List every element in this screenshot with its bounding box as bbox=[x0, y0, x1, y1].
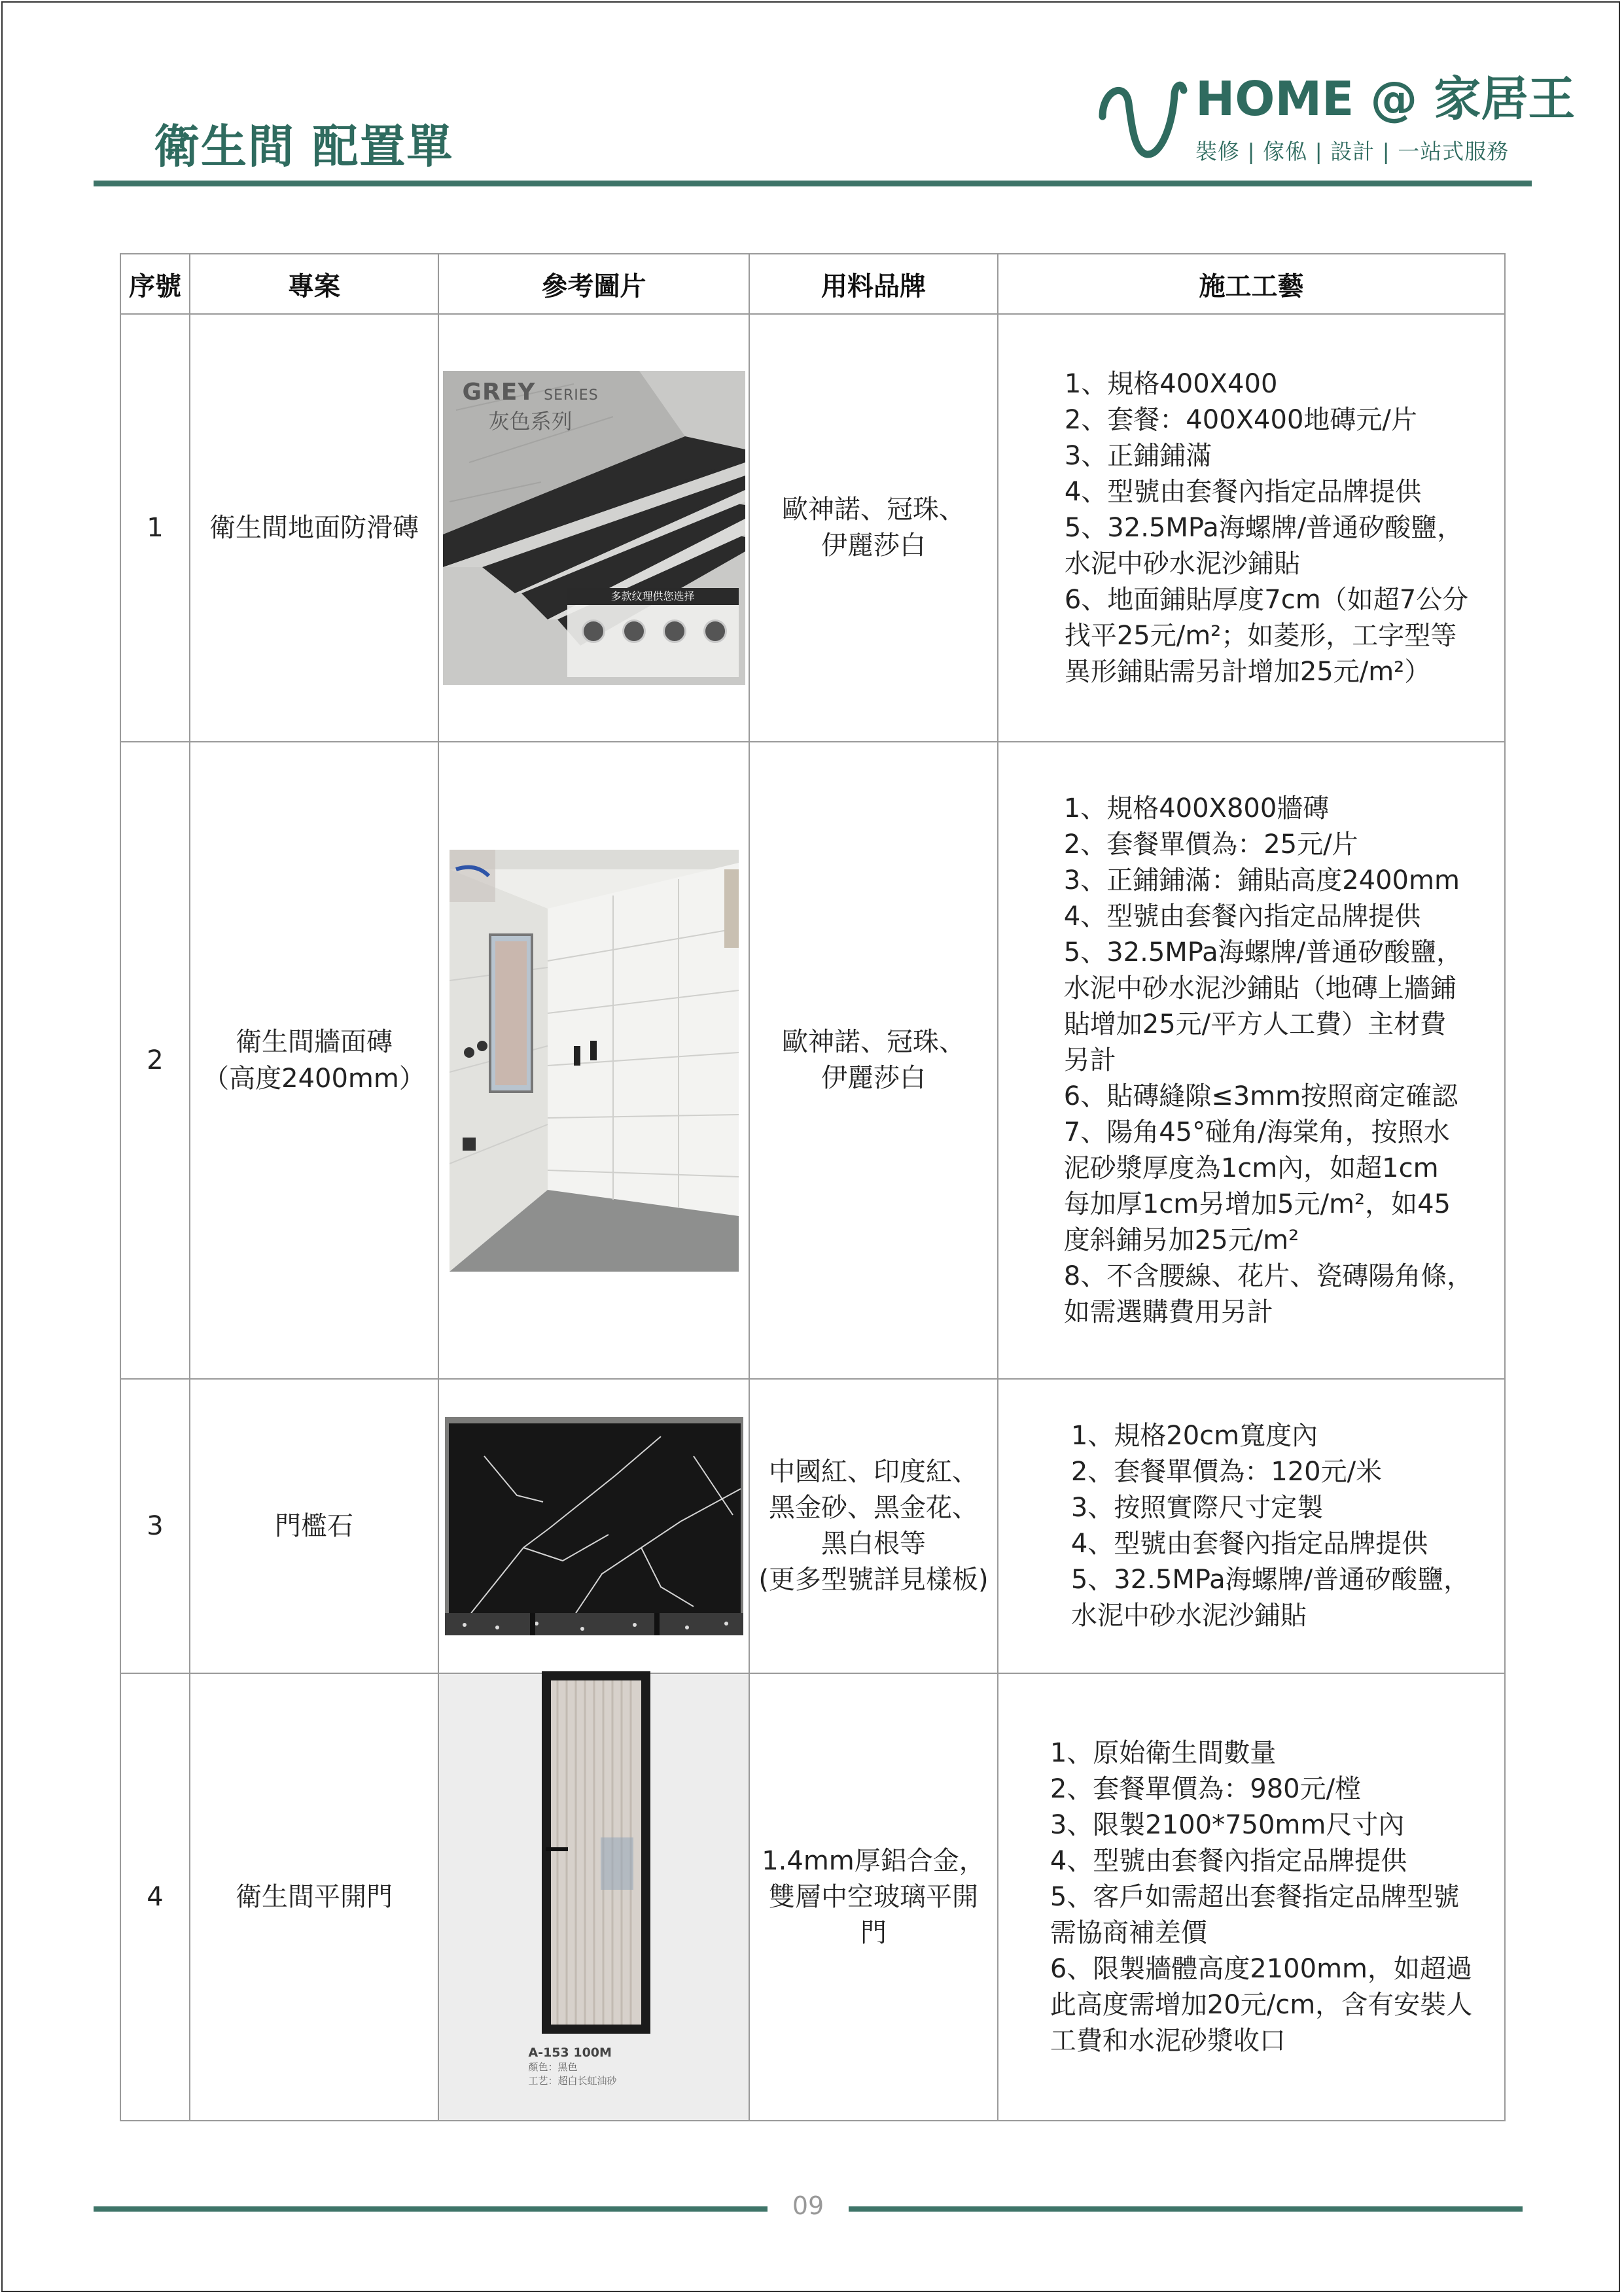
item-name bbox=[190, 1673, 438, 2121]
item-name-line: 門檻石 bbox=[275, 1511, 353, 1541]
process-line: 貼增加25元/平方人工費）主材費 bbox=[1063, 1009, 1447, 1039]
process-line: 8、不含腰線、花片、瓷磚陽角條， bbox=[1063, 1261, 1474, 1291]
tile-series-suffix: SERIES bbox=[544, 387, 599, 404]
row-number: 3 bbox=[120, 1379, 190, 1673]
item-name-line: 衛生間地面防滑磚 bbox=[209, 513, 419, 543]
brand-cell bbox=[749, 1379, 998, 1673]
header-rule bbox=[94, 181, 1532, 186]
door-craft: 工艺：超白长虹油砂 bbox=[528, 2075, 617, 2087]
page-title: 衛生間 配置單 bbox=[154, 120, 454, 173]
process-line: 4、型號由套餐內指定品牌提供 bbox=[1050, 1845, 1407, 1876]
process-line: 1、規格400X400 bbox=[1064, 368, 1278, 399]
process-line: 5、32.5MPa海螺牌/普通矽酸鹽， bbox=[1063, 937, 1463, 967]
process-line: 7、陽角45°碰角/海棠角，按照水 bbox=[1063, 1117, 1450, 1147]
row-number: 1 bbox=[120, 314, 190, 742]
texture-icon bbox=[622, 619, 646, 643]
brand-line: 歐神諾、冠珠、 bbox=[782, 495, 965, 525]
process-line: 6、貼磚縫隙≤3mm按照商定確認 bbox=[1063, 1081, 1458, 1111]
item-name-line: （高度2400mm） bbox=[203, 1064, 425, 1094]
column-header-process: 施工工藝 bbox=[998, 254, 1505, 314]
process-cell bbox=[998, 314, 1505, 742]
process-cell bbox=[998, 742, 1505, 1379]
process-line: 5、客戶如需超出套餐指定品牌型號 bbox=[1050, 1881, 1460, 1912]
brand-line: 伊麗莎白 bbox=[821, 1063, 926, 1093]
process-line: 6、地面鋪貼厚度7cm（如超7公分 bbox=[1064, 584, 1469, 615]
tile-series-title: GREY bbox=[462, 379, 536, 406]
table-row bbox=[120, 1673, 1505, 2121]
item-name bbox=[190, 1379, 438, 1673]
brand-cell bbox=[749, 314, 998, 742]
process-line: 2、套餐單價為：980元/樘 bbox=[1050, 1773, 1362, 1804]
row-number: 2 bbox=[120, 742, 190, 1379]
glass-door-graphic bbox=[529, 1667, 660, 2038]
process-cell bbox=[998, 1379, 1505, 1673]
reference-image-cell bbox=[438, 742, 749, 1379]
process-line: 6、限製牆體高度2100mm，如超過 bbox=[1050, 1953, 1473, 1984]
column-header-brand: 用料品牌 bbox=[749, 254, 998, 314]
item-name-line: 衛生間平開門 bbox=[236, 1882, 393, 1912]
texture-icon bbox=[703, 619, 727, 643]
reference-image-cell bbox=[438, 1379, 749, 1673]
process-line: 找平25元/m²；如菱形，工字型等 bbox=[1064, 620, 1457, 651]
column-header-item: 專案 bbox=[190, 254, 438, 314]
brand-line: 中國紅、印度紅、 bbox=[769, 1457, 978, 1487]
process-line: 1、規格20cm寬度內 bbox=[1070, 1421, 1318, 1451]
config-table bbox=[120, 253, 1506, 2121]
tile-series-subtitle: 灰色系列 bbox=[488, 409, 573, 434]
item-name-line: 衛生間牆面磚 bbox=[236, 1027, 393, 1057]
texture-icon bbox=[663, 619, 686, 643]
marble-slab-graphic bbox=[445, 1417, 743, 1635]
door-model: A-153 100M bbox=[528, 2045, 612, 2060]
process-line: 4、型號由套餐內指定品牌提供 bbox=[1070, 1529, 1428, 1559]
process-line: 2、套餐單價為：25元/片 bbox=[1063, 829, 1358, 860]
process-line: 1、原始衛生間數量 bbox=[1050, 1737, 1277, 1768]
reference-image-cell bbox=[438, 1673, 749, 2121]
tile-panel-heading: 多款纹理供您选择 bbox=[567, 588, 739, 605]
process-line: 2、套餐單價為：120元/米 bbox=[1070, 1457, 1383, 1487]
process-line: 1、規格400X800牆磚 bbox=[1063, 793, 1330, 824]
logo-brand-text: HOME @ 家居王 bbox=[1195, 71, 1576, 126]
brand-cell bbox=[749, 1673, 998, 2121]
process-line: 3、正鋪鋪滿：鋪貼高度2400mm bbox=[1063, 865, 1460, 896]
table-header-row bbox=[120, 254, 1505, 314]
table-row bbox=[120, 1379, 1505, 1673]
process-line: 5、32.5MPa海螺牌/普通矽酸鹽， bbox=[1070, 1565, 1470, 1595]
bathroom-photo-graphic bbox=[450, 850, 739, 1272]
process-line: 工費和水泥砂漿收口 bbox=[1050, 2025, 1286, 2056]
process-line: 4、型號由套餐內指定品牌提供 bbox=[1063, 901, 1421, 931]
brand-line: 1.4mm厚鋁合金， bbox=[762, 1845, 985, 1876]
process-line: 泥砂漿厚度為1cm內，如超1cm bbox=[1063, 1153, 1439, 1183]
floor-tile-image bbox=[443, 371, 745, 685]
process-line: 此高度需增加20元/cm，含有安裝人 bbox=[1050, 1989, 1473, 2020]
process-line: 2、套餐：400X400地磚元/片 bbox=[1064, 404, 1417, 435]
process-line: 3、正鋪鋪滿 bbox=[1064, 440, 1212, 471]
table-row bbox=[120, 314, 1505, 742]
door-color: 顏色：黑色 bbox=[528, 2061, 578, 2073]
door-image bbox=[529, 1667, 660, 2038]
table-row bbox=[120, 742, 1505, 1379]
column-header-no: 序號 bbox=[120, 254, 190, 314]
brand-line: 雙層中空玻璃平開 bbox=[769, 1881, 978, 1912]
logo-tagline: 裝修 | 傢俬 | 設計 | 一站式服務 bbox=[1195, 139, 1509, 164]
tile-texture-panel bbox=[567, 588, 739, 677]
column-header-image: 參考圖片 bbox=[438, 254, 749, 314]
brand-line: 歐神諾、冠珠、 bbox=[782, 1027, 965, 1057]
company-logo bbox=[1096, 71, 1576, 170]
row-number: 4 bbox=[120, 1673, 190, 2121]
brand-line: 門 bbox=[860, 1917, 887, 1948]
brand-line: (更多型號詳見樣板) bbox=[758, 1565, 989, 1595]
brand-cell bbox=[749, 742, 998, 1379]
process-line: 4、型號由套餐內指定品牌提供 bbox=[1064, 476, 1422, 507]
process-line: 如需選購費用另計 bbox=[1063, 1296, 1273, 1327]
door-caption bbox=[529, 2045, 660, 2087]
threshold-stone-image bbox=[445, 1417, 743, 1635]
item-name bbox=[190, 314, 438, 742]
process-line: 異形鋪貼需另計增加25元/m²） bbox=[1064, 656, 1431, 687]
process-line: 需協商補差價 bbox=[1050, 1917, 1207, 1948]
reference-image-cell bbox=[438, 314, 749, 742]
brand-line: 伊麗莎白 bbox=[821, 531, 926, 561]
texture-icon bbox=[582, 619, 605, 643]
logo-v-mark-icon bbox=[1096, 77, 1188, 169]
brand-line: 黑金砂、黑金花、 bbox=[769, 1493, 978, 1523]
process-line: 每加厚1cm另增加5元/m²，如45 bbox=[1063, 1189, 1451, 1219]
page-number: 09 bbox=[792, 2191, 824, 2220]
process-line: 3、限製2100*750mm尺寸內 bbox=[1050, 1809, 1405, 1840]
process-cell bbox=[998, 1673, 1505, 2121]
process-line: 水泥中砂水泥沙鋪貼（地磚上牆鋪 bbox=[1063, 973, 1456, 1003]
process-line: 另計 bbox=[1063, 1045, 1116, 1075]
process-line: 5、32.5MPa海螺牌/普通矽酸鹽， bbox=[1064, 512, 1464, 543]
process-line: 3、按照實際尺寸定製 bbox=[1070, 1493, 1324, 1523]
wall-tile-image bbox=[450, 850, 739, 1272]
footer-rule-left bbox=[94, 2206, 768, 2212]
footer-rule-right bbox=[849, 2206, 1523, 2212]
item-name bbox=[190, 742, 438, 1379]
process-line: 水泥中砂水泥沙鋪貼 bbox=[1070, 1601, 1307, 1631]
process-line: 度斜鋪另加25元/m² bbox=[1063, 1225, 1299, 1255]
brand-line: 黑白根等 bbox=[821, 1529, 926, 1559]
process-line: 水泥中砂水泥沙鋪貼 bbox=[1064, 548, 1300, 579]
tile-series-label bbox=[463, 376, 599, 435]
